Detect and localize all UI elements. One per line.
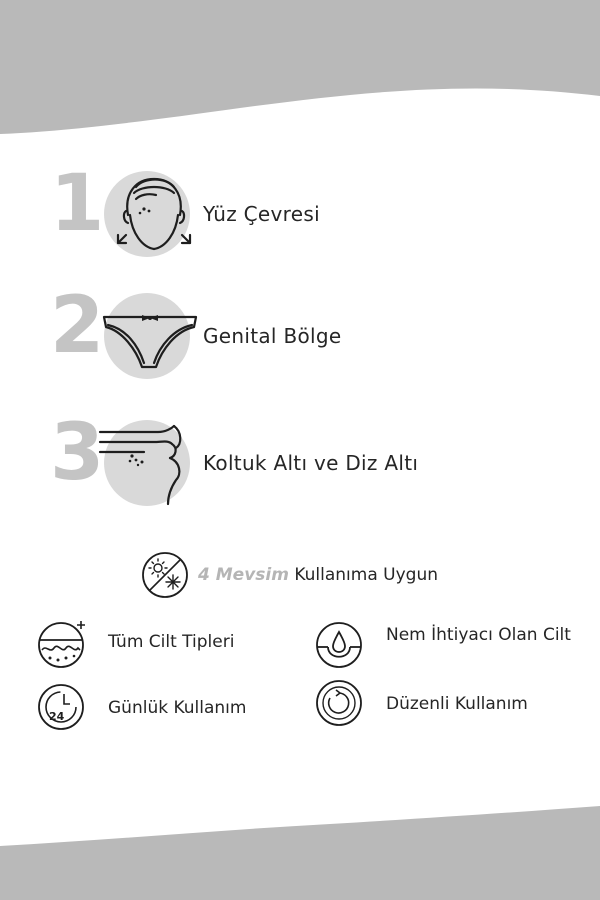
feature-regular-use [314,678,574,728]
step-underarm [0,408,600,514]
step-genital [0,281,600,387]
sun-snowflake-icon [140,550,190,600]
underarm-icon [96,414,206,514]
step-label: Genital Bölge [203,324,342,348]
svg-text:24: 24 [49,710,65,723]
season-text [198,565,438,585]
bikini-icon [96,287,206,387]
step-number: 3 [50,408,103,498]
cycle-icon [314,678,364,728]
step-label: Koltuk Altı ve Diz Altı [203,451,419,475]
feature-daily-use [36,682,296,732]
feature-label: Nem İhtiyacı Olan Cilt [386,625,571,645]
feature-label: Günlük Kullanım [108,698,247,718]
step-number: 2 [50,281,103,371]
season-badge [140,550,500,600]
feature-moisture-need [314,620,574,670]
season-suffix: Kullanıma Uygun [288,565,439,585]
clock-24-icon [36,682,86,732]
feature-all-skin-types [36,618,296,668]
season-accent: 4 Mevsim [198,565,289,585]
skin-layers-icon [36,618,86,668]
bottom-wave [0,790,600,900]
step-number: 1 [50,159,103,249]
feature-label: Düzenli Kullanım [386,694,528,714]
face-icon [96,165,206,265]
water-drop-icon [314,620,364,670]
step-label: Yüz Çevresi [203,202,320,226]
step-face [0,159,600,265]
feature-label: Tüm Cilt Tipleri [108,632,235,652]
top-wave [0,0,600,140]
